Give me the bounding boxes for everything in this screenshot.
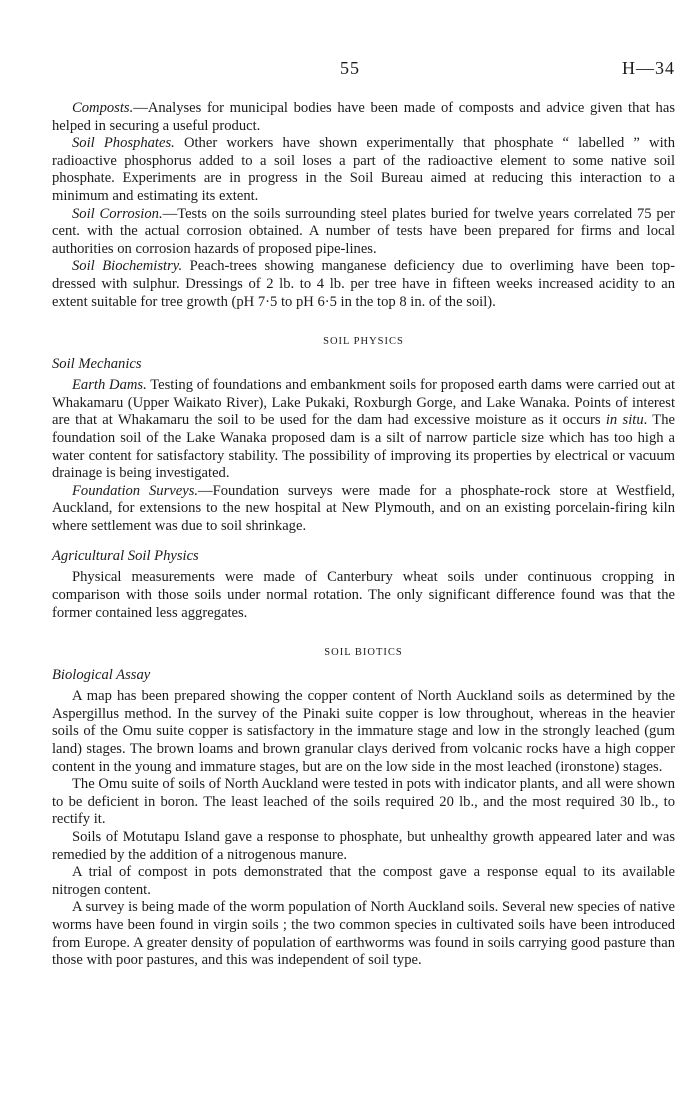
- paragraph-compost-trial: A trial of compost in pots demonstrated that the compost gave a response equal to its available nitrogen content.: [52, 864, 675, 898]
- paragraph-text: —Foundation surveys were made for a phosphate-rock store at Westfield, Auckland, for extensions to the new hospital at New Plymouth, and on an existing porcelain-firing kiln where settlement was due to soil shrinkage.: [52, 482, 675, 534]
- document-page: [52, 0, 675, 970]
- paragraph-earth-dams: [52, 377, 675, 483]
- paragraph-motutapu-island: Soils of Motutapu Island gave a response to phosphate, but unhealthy growth appeared later and was remedied by the addition of a nitrogenous manure.: [52, 829, 675, 863]
- document-reference: H—34: [622, 58, 675, 78]
- run-in-heading: Composts.: [72, 100, 134, 116]
- paragraph-text: Other workers have shown experimentally that phosphate “ labelled ” with radioactive phosphorus added to a soil loses a part of the radioactive element to some native soil phosphate. Experiments are in progress in the Soil Bureau aimed at reducing this interaction to a minimum and estimating its extent.: [52, 135, 675, 204]
- page-number: 55: [340, 58, 360, 78]
- paragraph-text: Peach-trees showing manganese deficiency due to overliming have been top-dressed with sulphur. Dressings of 2 lb. to 4 lb. per tree have in fifteen weeks increased acidity to an extent suitable for tree growth (pH 7·5 to pH 6·5 in the top 8 in. of the soil).: [52, 258, 675, 310]
- paragraph-text: Testing of foundations and embankment soils for proposed earth dams were carried out at Whakamaru (Upper Waikato River), Lake Pukaki, Roxburgh Gorge, and Lake Wanaka. Points of interest are that at Whakamaru the soil to be used for the dam had excessive moisture as it occurs: [52, 377, 676, 429]
- run-in-heading: Foundation Surveys.: [72, 482, 199, 499]
- paragraph-agricultural-soil-physics: Physical measurements were made of Canterbury wheat soils under continuous cropping in comparison with those soils under normal rotation. The only significant difference found was that the former contained less aggregates.: [52, 569, 675, 621]
- paragraph-composts: [52, 100, 675, 135]
- section-title-soil-biotics: SOIL BIOTICS: [324, 647, 403, 659]
- subheading-agricultural-soil-physics: Agricultural Soil Physics: [52, 548, 199, 565]
- paragraph-soil-biochemistry: [52, 258, 675, 311]
- paragraph-omu-suite-boron: The Omu suite of soils of North Auckland were tested in pots with indicator plants, and all were shown to be deficient in boron. The least leached of the soils required 20 lb., and the most required 30 lb., to rectify it.: [52, 776, 675, 828]
- paragraph-text: . The foundation soil of the Lake Wanaka proposed dam is a silt of narrow particle size which has too high a water content for satisfactory stability. The possibility of improving its properties by electrical or vacuum drainage is being investigated.: [52, 412, 675, 482]
- paragraph-foundation-surveys: [52, 483, 675, 536]
- page-header: [52, 0, 675, 100]
- top-paragraphs: [52, 100, 675, 311]
- paragraph-text: —Tests on the soils surrounding steel plates buried for twelve years correlated 75 per cent. with the actual corrosion obtained. A number of tests have been prepared for firms and local authorities on corrosion hazards of proposed pipe-lines.: [52, 205, 675, 257]
- run-in-heading: Earth Dams.: [72, 377, 147, 394]
- subheading-biological-assay: Biological Assay: [52, 667, 151, 684]
- run-in-heading: Soil Phosphates.: [72, 135, 175, 152]
- section-title-soil-physics: SOIL PHYSICS: [323, 336, 404, 348]
- paragraph-soil-phosphates: [52, 135, 675, 205]
- italic-term: in situ: [605, 412, 644, 429]
- run-in-heading: Soil Biochemistry.: [72, 258, 183, 275]
- paragraph-copper-map: A map has been prepared showing the copper content of North Auckland soils as determined by the Aspergillus method. In the survey of the Pinaki suite copper is low throughout, whereas in the heavier soils of the Omu suite copper is satisfactory in the immature stage and low in the strongly leached (gum land) stages. The brown loams and brown granular clays derived from volcanic rocks have a high copper content in the young and immature stages, but are on the low side in the most leached (ironstone) stages.: [52, 688, 675, 775]
- paragraph-soil-corrosion: [52, 206, 675, 259]
- paragraph-worm-survey: A survey is being made of the worm population of North Auckland soils. Several new species of native worms have been found in virgin soils ; the two common species in cultivated soils have been introduced from Europe. A greater density of population of earthworms was found in soils carrying good pasture than those with poor pastures, and this was independent of soil type.: [52, 899, 675, 969]
- run-in-heading: Soil Corrosion.: [72, 205, 163, 222]
- paragraph-text: —Analyses for municipal bodies have been made of composts and advice given that has helped in securing a useful product.: [52, 100, 675, 134]
- subheading-soil-mechanics: Soil Mechanics: [52, 356, 142, 373]
